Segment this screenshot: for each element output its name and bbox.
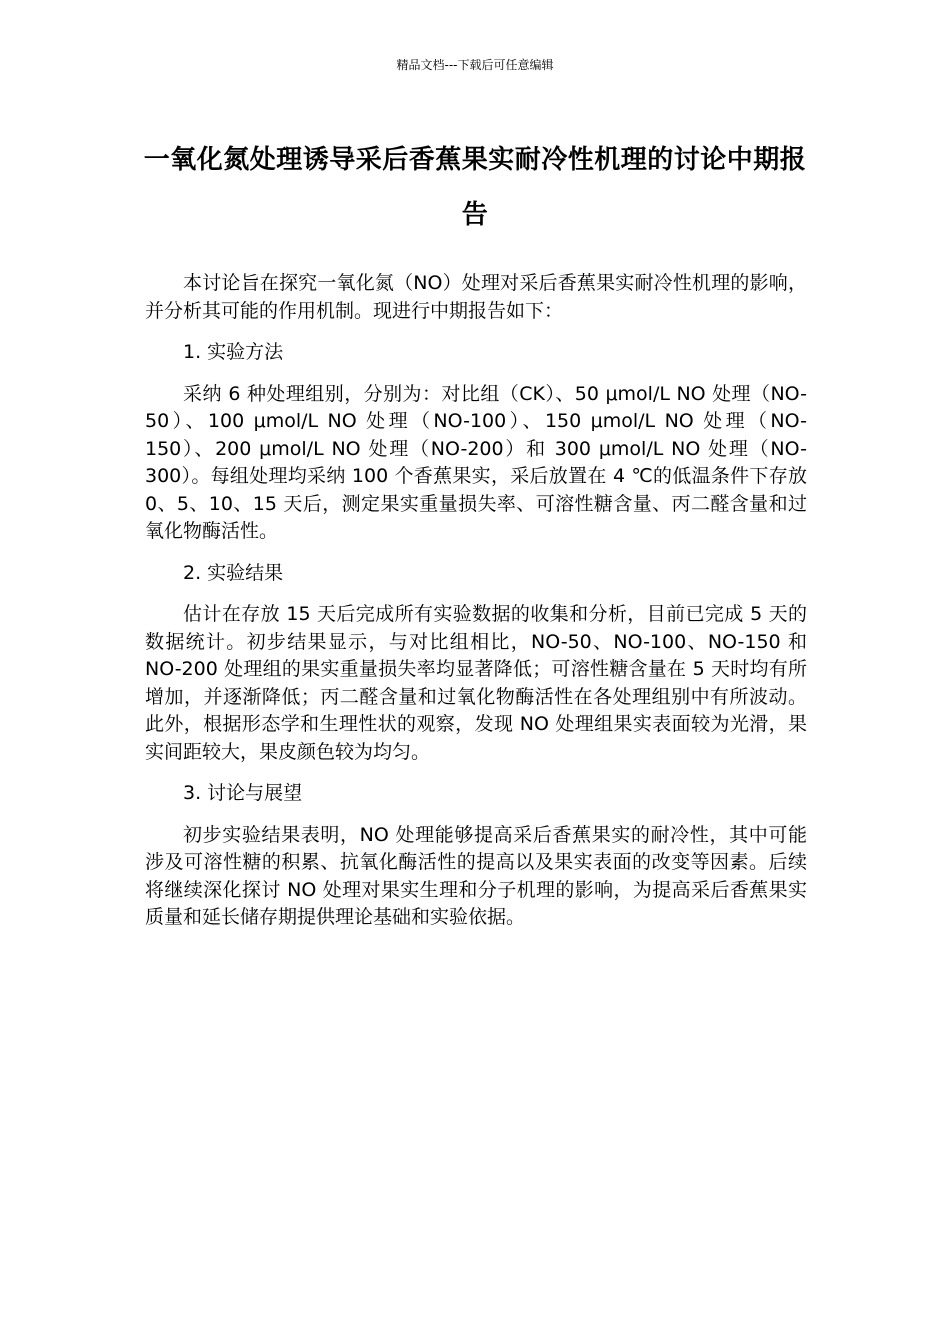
section-heading-discussion: 3. 讨论与展望 xyxy=(183,782,303,804)
section-heading-methods: 1. 实验方法 xyxy=(183,341,284,363)
document-title: 一氧化氮处理诱导采后香蕉果实耐冷性机理的讨论中期报告 xyxy=(143,145,807,230)
section-body-discussion: 初步实验结果表明，NO 处理能够提高采后香蕉果实的耐冷性，其中可能涉及可溶性糖的积累、抗氧化酶活性的提高以及果实表面的改变等因素。后续将继续深化探讨 NO 处理对果实生理和分子机理的影响，为提高采后香蕉果实质量和延长储存期提供理论基础和实验依据。 xyxy=(145,823,807,928)
page-header: 精品文档---下载后可任意编辑 xyxy=(396,58,554,72)
intro-paragraph: 本讨论旨在探究一氧化氮（NO）处理对采后香蕉果实耐冷性机理的影响，并分析其可能的作用机制。现进行中期报告如下： xyxy=(145,272,807,322)
section-body-methods: 采纳 6 种处理组别，分别为：对比组（CK）、50 μmol/L NO 处理（NO-50）、100 μmol/L NO 处理（NO-100）、150 μmol/L NO 处理（NO-150）、200 μmol/L NO 处理（NO-200）和 300 μmol/L NO 处理（NO-300）。每组处理均采纳 100 个香蕉果实，采后放置在 4 ℃的低温条件下存放 0、5、10、15 天后，测定果实重量损失率、可溶性糖含量、丙二醛含量和过氧化物酶活性。 xyxy=(145,382,807,542)
document-body xyxy=(145,270,807,946)
section-body-results: 估计在存放 15 天后完成所有实验数据的收集和分析，目前已完成 5 天的数据统计。初步结果显示，与对比组相比，NO-50、NO-100、NO-150 和 NO-200 处理组的果实重量损失率均显著降低；可溶性糖含量在 5 天时均有所增加，并逐渐降低；丙二醛含量和过氧化物酶活性在各处理组别中有所波动。此外，根据形态学和生理性状的观察，发现 NO 处理组果实表面较为光滑，果实间距较大，果皮颜色较为均匀。 xyxy=(145,603,807,763)
section-heading-results: 2. 实验结果 xyxy=(183,561,284,584)
